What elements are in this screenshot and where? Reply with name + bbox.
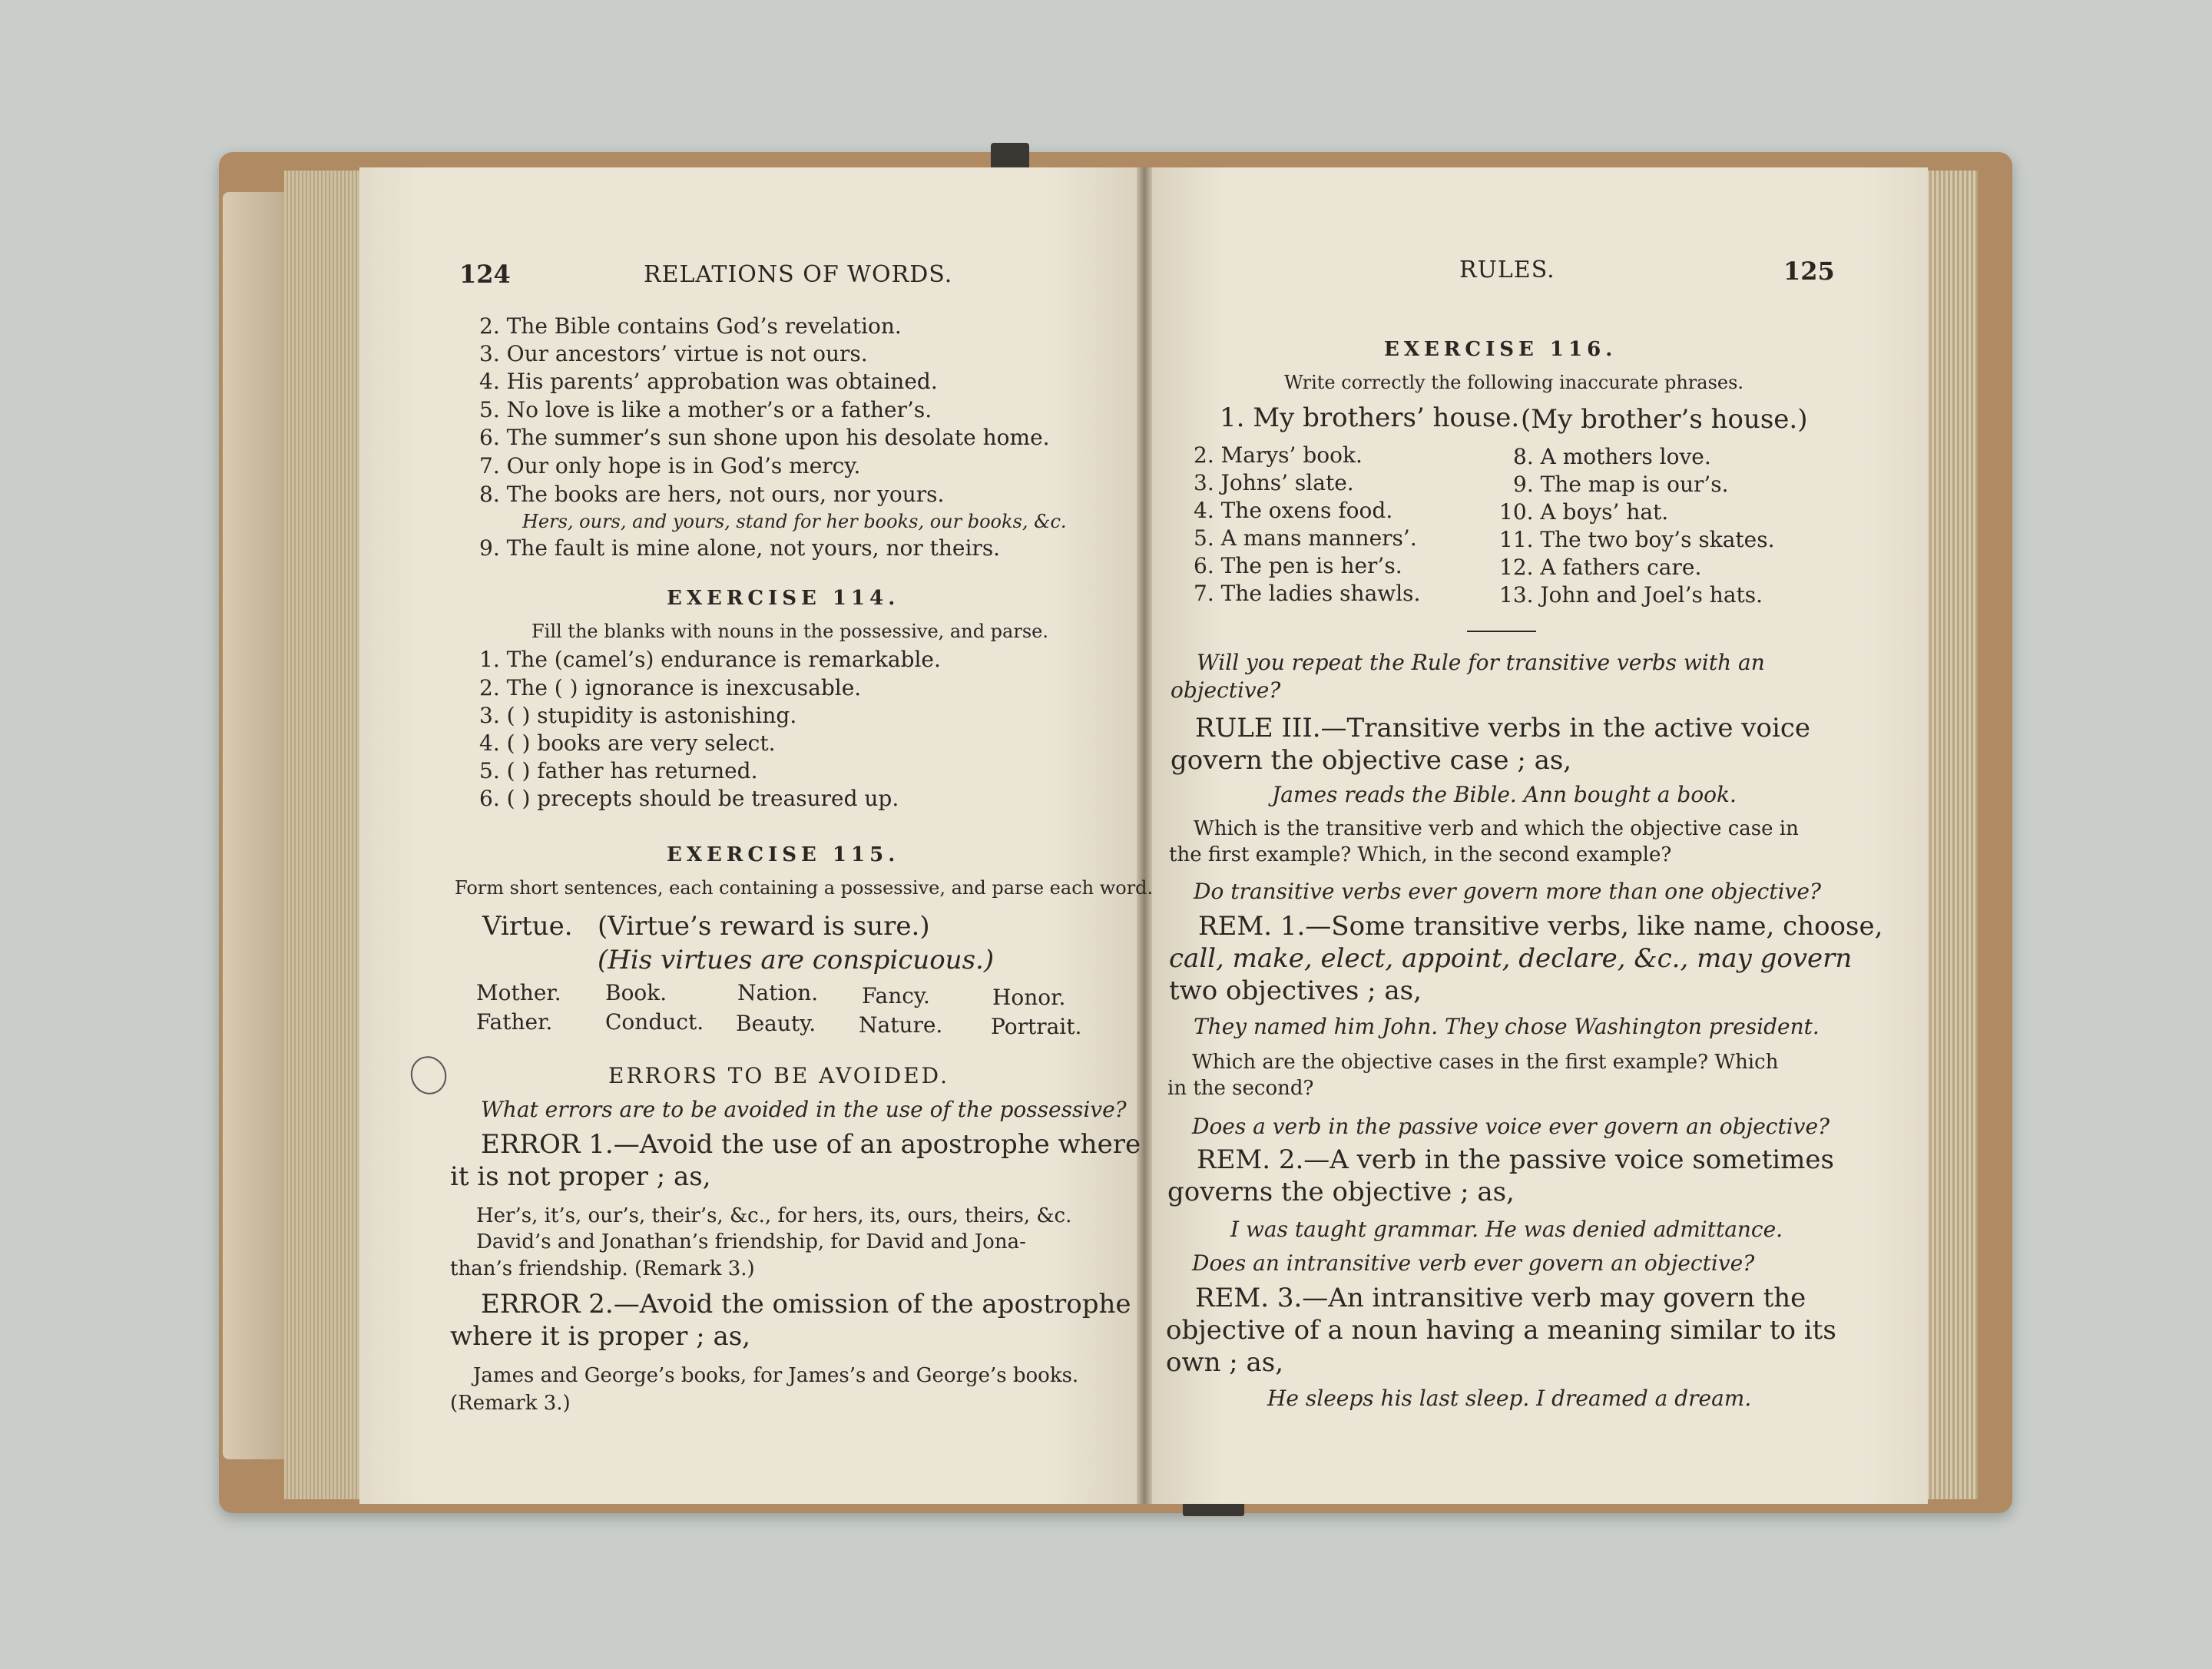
- rule-3-example: James reads the Bible. Ann bought a book.: [1272, 782, 1737, 807]
- list-item: 4. His parents’ approbation was obtained.: [479, 369, 938, 394]
- question-5: Does a verb in the passive voice ever govern an objective?: [1192, 1114, 1830, 1139]
- note-item-8: Hers, ours, and yours, stand for her books, our books, &c.: [522, 511, 1067, 532]
- grid-word: Nature.: [859, 1012, 943, 1038]
- question-1-a: Will you repeat the Rule for transitive verbs with an: [1197, 650, 1765, 675]
- list-item: 9. The fault is mine alone, not yours, nor theirs.: [479, 535, 1001, 561]
- question-3: Do transitive verbs ever govern more than one objective?: [1194, 879, 1821, 904]
- list-item: 9. The map is our’s.: [1513, 472, 1729, 497]
- exercise-116-first: 1. My brothers’ house.: [1220, 402, 1520, 433]
- list-item: 7. The ladies shawls.: [1194, 581, 1421, 606]
- error-2-line-2: where it is proper ; as,: [450, 1321, 750, 1352]
- question-2-a: Which is the transitive verb and which the objective case in: [1194, 817, 1799, 840]
- list-item: 1. The (camel’s) endurance is remarkable.: [479, 647, 941, 672]
- list-item: 3. Our ancestors’ virtue is not ours.: [479, 341, 868, 366]
- remark-2-a: REM. 2.—A verb in the passive voice sometimes: [1197, 1144, 1834, 1175]
- page-edges-right: [1920, 171, 1978, 1499]
- question-1-b: objective?: [1171, 677, 1281, 703]
- section-divider: [1467, 631, 1536, 632]
- list-item: 8. The books are hers, not ours, nor yours.: [479, 482, 945, 507]
- grid-word: Nation.: [737, 980, 819, 1005]
- list-item: 11. The two boy’s skates.: [1499, 527, 1775, 552]
- exercise-116-first-corrected: (My brother’s house.): [1521, 404, 1808, 435]
- list-item: 3. Johns’ slate.: [1194, 470, 1354, 495]
- question-4-b: in the second?: [1167, 1077, 1314, 1100]
- question-2-b: the first example? Which, in the second example?: [1169, 843, 1672, 866]
- left-running-head: RELATIONS OF WORDS.: [644, 261, 953, 288]
- grid-word: Portrait.: [991, 1014, 1082, 1039]
- exercise-116-title: EXERCISE 116.: [1384, 338, 1618, 361]
- grid-word: Book.: [605, 980, 667, 1005]
- remark-1-c: two objectives ; as,: [1169, 975, 1422, 1006]
- error-2-example-1: James and George’s books, for James’s and George’s books.: [473, 1364, 1079, 1387]
- error-1-example-1: Her’s, it’s, our’s, their’s, &c., for hers, its, ours, theirs, &c.: [476, 1204, 1072, 1227]
- exercise-115-example-2: (His virtues are conspicuous.): [598, 945, 995, 975]
- errors-title: ERRORS TO BE AVOIDED.: [608, 1063, 949, 1088]
- list-item: 5. No love is like a mother’s or a father’s.: [479, 397, 932, 422]
- list-item: 6. The pen is her’s.: [1194, 553, 1402, 578]
- exercise-114-title: EXERCISE 114.: [667, 587, 900, 610]
- list-item: 8. A mothers love.: [1513, 444, 1711, 469]
- error-1-example-2a: David’s and Jonathan’s friendship, for David and Jona-: [476, 1230, 1026, 1253]
- remark-1-example: They named him John. They chose Washington president.: [1194, 1014, 1820, 1039]
- remark-2-example: I was taught grammar. He was denied admittance.: [1230, 1217, 1783, 1242]
- errors-question: What errors are to be avoided in the use of the possessive?: [481, 1097, 1127, 1122]
- rule-3-b: govern the objective case ; as,: [1171, 745, 1572, 776]
- gutter: [1137, 167, 1152, 1504]
- remark-1-b: call, make, elect, appoint, declare, &c., may govern: [1169, 943, 1853, 974]
- remark-1-a: REM. 1.—Some transitive verbs, like name, choose,: [1198, 911, 1883, 942]
- list-item: 3. ( ) stupidity is astonishing.: [479, 703, 797, 728]
- grid-word: Mother.: [476, 980, 561, 1005]
- error-2-example-2: (Remark 3.): [450, 1392, 571, 1415]
- remark-2-b: governs the objective ; as,: [1167, 1177, 1515, 1207]
- list-item: 2. The ( ) ignorance is inexcusable.: [479, 675, 862, 700]
- list-item: 7. Our only hope is in God’s mercy.: [479, 453, 861, 479]
- right-page-number: 125: [1783, 257, 1835, 286]
- list-item: 2. Marys’ book.: [1194, 442, 1363, 468]
- list-item: 6. The summer’s sun shone upon his desolate home.: [479, 425, 1050, 450]
- list-item: 5. A mans manners’.: [1194, 525, 1417, 551]
- exercise-114-instruction: Fill the blanks with nouns in the possessive, and parse.: [531, 621, 1048, 642]
- question-4-a: Which are the objective cases in the first example? Which: [1192, 1051, 1779, 1074]
- error-1-line-2: it is not proper ; as,: [450, 1161, 711, 1192]
- list-item: 5. ( ) father has returned.: [479, 758, 758, 783]
- grid-word: Fancy.: [862, 983, 930, 1008]
- list-item: 4. The oxens food.: [1194, 498, 1393, 523]
- grid-word: Beauty.: [736, 1011, 816, 1036]
- exercise-115-word: Virtue.: [482, 911, 573, 942]
- remark-3-a: REM. 3.—An intransitive verb may govern the: [1195, 1283, 1806, 1313]
- list-item: 10. A boys’ hat.: [1499, 499, 1669, 525]
- exercise-116-instruction: Write correctly the following inaccurate phrases.: [1284, 372, 1744, 393]
- left-page-number: 124: [459, 260, 511, 289]
- error-1-example-2b: than’s friendship. (Remark 3.): [450, 1257, 755, 1280]
- exercise-115-example-1: (Virtue’s reward is sure.): [598, 911, 930, 942]
- exercise-115-title: EXERCISE 115.: [667, 843, 900, 866]
- question-6: Does an intransitive verb ever govern an objective?: [1192, 1250, 1755, 1276]
- list-item: 6. ( ) precepts should be treasured up.: [479, 786, 899, 811]
- remark-3-b: objective of a noun having a meaning similar to its: [1166, 1315, 1836, 1346]
- remark-3-c: own ; as,: [1166, 1347, 1284, 1378]
- grid-word: Father.: [476, 1009, 553, 1035]
- rule-3-a: RULE III.—Transitive verbs in the active voice: [1195, 713, 1811, 743]
- grid-word: Conduct.: [605, 1009, 704, 1035]
- spine-tab-top: [991, 143, 1029, 171]
- list-item: 2. The Bible contains God’s revelation.: [479, 313, 902, 339]
- list-item: 12. A fathers care.: [1499, 555, 1702, 580]
- exercise-115-instruction: Form short sentences, each containing a possessive, and parse each word.: [455, 877, 1154, 899]
- error-1-line-1: ERROR 1.—Avoid the use of an apostrophe where: [481, 1129, 1141, 1160]
- grid-word: Honor.: [992, 985, 1066, 1010]
- list-item: 13. John and Joel’s hats.: [1499, 582, 1763, 608]
- list-item: 4. ( ) books are very select.: [479, 730, 776, 756]
- page-edges-left: [284, 171, 369, 1499]
- remark-3-example: He sleeps his last sleep. I dreamed a dream.: [1267, 1386, 1752, 1411]
- error-2-line-1: ERROR 2.—Avoid the omission of the apostrophe: [481, 1289, 1131, 1320]
- right-running-head: RULES.: [1459, 257, 1555, 283]
